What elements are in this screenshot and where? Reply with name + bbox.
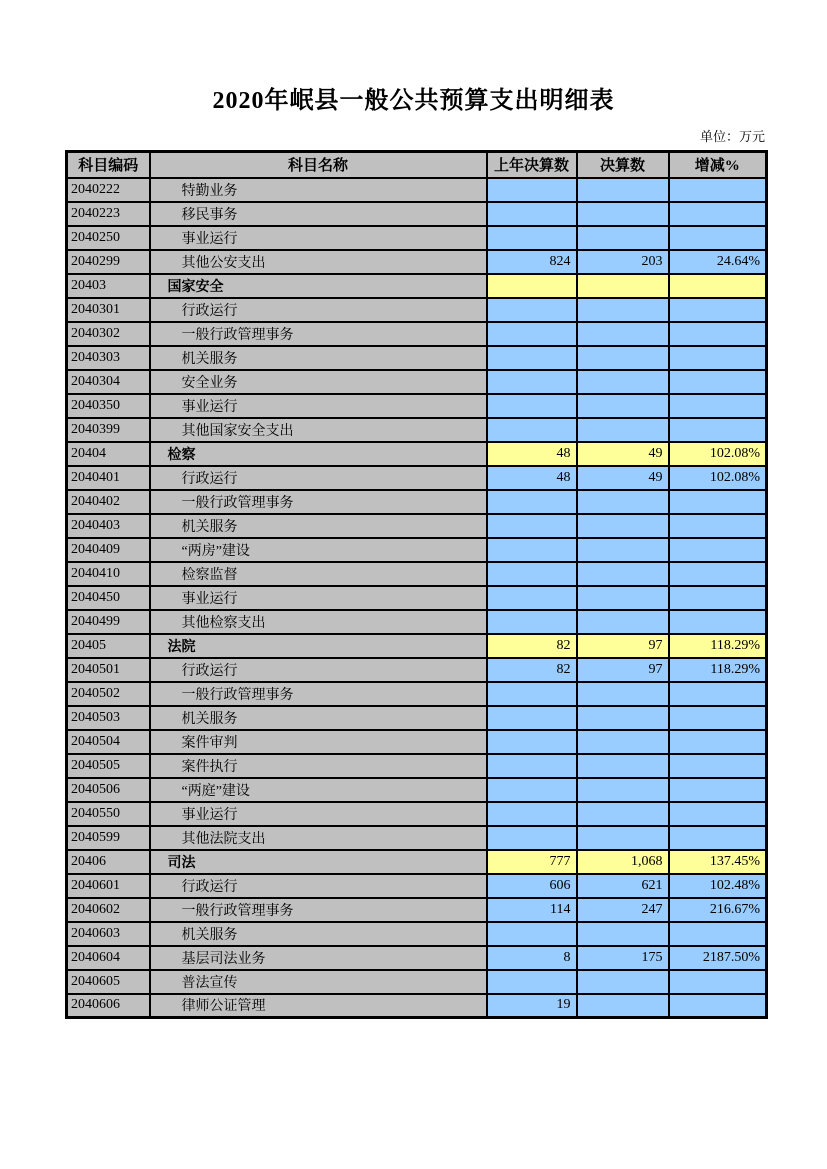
subject-name-cell: “两房”建设 bbox=[150, 538, 487, 562]
col-header-change-percent: 增减% bbox=[669, 152, 767, 178]
table-row bbox=[67, 658, 767, 682]
subject-code-cell: 2040503 bbox=[67, 706, 150, 730]
subject-name-cell: 机关服务 bbox=[150, 514, 487, 538]
col-header-prev-year-final: 上年决算数 bbox=[487, 152, 577, 178]
final-accounts-cell: 175 bbox=[577, 946, 669, 970]
subject-code-cell: 2040410 bbox=[67, 562, 150, 586]
subject-name-cell: 其他检察支出 bbox=[150, 610, 487, 634]
change-percent-cell bbox=[669, 514, 767, 538]
prev-year-final-cell: 82 bbox=[487, 634, 577, 658]
prev-year-final-cell bbox=[487, 778, 577, 802]
final-accounts-cell: 97 bbox=[577, 658, 669, 682]
final-accounts-cell bbox=[577, 706, 669, 730]
final-accounts-cell bbox=[577, 922, 669, 946]
prev-year-final-cell bbox=[487, 586, 577, 610]
table-row bbox=[67, 778, 767, 802]
subject-name-cell: 行政运行 bbox=[150, 874, 487, 898]
final-accounts-cell: 1,068 bbox=[577, 850, 669, 874]
prev-year-final-cell: 48 bbox=[487, 442, 577, 466]
change-percent-cell bbox=[669, 346, 767, 370]
subject-name-cell: 一般行政管理事务 bbox=[150, 682, 487, 706]
prev-year-final-cell bbox=[487, 730, 577, 754]
prev-year-final-cell bbox=[487, 922, 577, 946]
change-percent-cell bbox=[669, 826, 767, 850]
final-accounts-cell: 247 bbox=[577, 898, 669, 922]
unit-label: 单位：万元 bbox=[699, 129, 765, 144]
table-row bbox=[67, 970, 767, 994]
subject-code-cell: 2040502 bbox=[67, 682, 150, 706]
change-percent-cell bbox=[669, 418, 767, 442]
subject-code-cell: 2040399 bbox=[67, 418, 150, 442]
change-percent-cell bbox=[669, 970, 767, 994]
final-accounts-cell bbox=[577, 298, 669, 322]
subject-name-cell: 事业运行 bbox=[150, 586, 487, 610]
subject-name-cell: 法院 bbox=[150, 634, 487, 658]
table-row bbox=[67, 730, 767, 754]
subject-code-cell: 2040401 bbox=[67, 466, 150, 490]
table-row bbox=[67, 322, 767, 346]
change-percent-cell: 24.64% bbox=[669, 250, 767, 274]
final-accounts-cell bbox=[577, 394, 669, 418]
subject-name-cell: 其他国家安全支出 bbox=[150, 418, 487, 442]
subject-name-cell: 案件审判 bbox=[150, 730, 487, 754]
prev-year-final-cell bbox=[487, 706, 577, 730]
subject-code-cell: 2040602 bbox=[67, 898, 150, 922]
final-accounts-cell bbox=[577, 346, 669, 370]
final-accounts-cell bbox=[577, 730, 669, 754]
change-percent-cell bbox=[669, 994, 767, 1018]
table-row bbox=[67, 202, 767, 226]
subject-name-cell: 一般行政管理事务 bbox=[150, 898, 487, 922]
prev-year-final-cell bbox=[487, 202, 577, 226]
change-percent-cell bbox=[669, 538, 767, 562]
prev-year-final-cell bbox=[487, 418, 577, 442]
prev-year-final-cell bbox=[487, 274, 577, 298]
final-accounts-cell: 49 bbox=[577, 442, 669, 466]
table-row bbox=[67, 346, 767, 370]
change-percent-cell: 118.29% bbox=[669, 658, 767, 682]
table-row bbox=[67, 274, 767, 298]
prev-year-final-cell: 114 bbox=[487, 898, 577, 922]
subject-name-cell: 特勤业务 bbox=[150, 178, 487, 202]
change-percent-cell bbox=[669, 682, 767, 706]
prev-year-final-cell bbox=[487, 346, 577, 370]
subject-name-cell: 一般行政管理事务 bbox=[150, 322, 487, 346]
subject-code-cell: 2040403 bbox=[67, 514, 150, 538]
change-percent-cell: 102.08% bbox=[669, 466, 767, 490]
subject-name-cell: 行政运行 bbox=[150, 298, 487, 322]
subject-name-cell: 安全业务 bbox=[150, 370, 487, 394]
table-row bbox=[67, 538, 767, 562]
table-row bbox=[67, 610, 767, 634]
subject-name-cell: 普法宣传 bbox=[150, 970, 487, 994]
final-accounts-cell bbox=[577, 754, 669, 778]
subject-name-cell: 移民事务 bbox=[150, 202, 487, 226]
final-accounts-cell bbox=[577, 274, 669, 298]
subject-name-cell: 事业运行 bbox=[150, 802, 487, 826]
table-row bbox=[67, 250, 767, 274]
subject-code-cell: 2040299 bbox=[67, 250, 150, 274]
final-accounts-cell: 49 bbox=[577, 466, 669, 490]
subject-code-cell: 2040505 bbox=[67, 754, 150, 778]
table-row bbox=[67, 442, 767, 466]
final-accounts-cell bbox=[577, 802, 669, 826]
change-percent-cell bbox=[669, 178, 767, 202]
table-row bbox=[67, 634, 767, 658]
table-row bbox=[67, 946, 767, 970]
change-percent-cell: 102.08% bbox=[669, 442, 767, 466]
subject-code-cell: 2040499 bbox=[67, 610, 150, 634]
subject-name-cell: 国家安全 bbox=[150, 274, 487, 298]
change-percent-cell bbox=[669, 226, 767, 250]
prev-year-final-cell bbox=[487, 682, 577, 706]
final-accounts-cell bbox=[577, 538, 669, 562]
table-row bbox=[67, 394, 767, 418]
subject-name-cell: 事业运行 bbox=[150, 226, 487, 250]
final-accounts-cell: 97 bbox=[577, 634, 669, 658]
final-accounts-cell bbox=[577, 682, 669, 706]
subject-name-cell: 司法 bbox=[150, 850, 487, 874]
table-row bbox=[67, 802, 767, 826]
col-header-subject-code: 科目编码 bbox=[67, 152, 150, 178]
change-percent-cell bbox=[669, 706, 767, 730]
subject-code-cell: 2040603 bbox=[67, 922, 150, 946]
prev-year-final-cell bbox=[487, 370, 577, 394]
change-percent-cell: 102.48% bbox=[669, 874, 767, 898]
budget-table bbox=[65, 150, 768, 1019]
prev-year-final-cell bbox=[487, 538, 577, 562]
final-accounts-cell bbox=[577, 370, 669, 394]
final-accounts-cell: 621 bbox=[577, 874, 669, 898]
subject-code-cell: 20403 bbox=[67, 274, 150, 298]
final-accounts-cell bbox=[577, 202, 669, 226]
subject-name-cell: “两庭”建设 bbox=[150, 778, 487, 802]
change-percent-cell bbox=[669, 922, 767, 946]
prev-year-final-cell bbox=[487, 802, 577, 826]
table-row bbox=[67, 994, 767, 1018]
subject-code-cell: 2040222 bbox=[67, 178, 150, 202]
subject-name-cell: 案件执行 bbox=[150, 754, 487, 778]
prev-year-final-cell bbox=[487, 178, 577, 202]
final-accounts-cell bbox=[577, 562, 669, 586]
change-percent-cell: 137.45% bbox=[669, 850, 767, 874]
table-row bbox=[67, 226, 767, 250]
subject-code-cell: 2040304 bbox=[67, 370, 150, 394]
table-row bbox=[67, 418, 767, 442]
subject-code-cell: 2040450 bbox=[67, 586, 150, 610]
final-accounts-cell bbox=[577, 586, 669, 610]
subject-name-cell: 机关服务 bbox=[150, 922, 487, 946]
subject-name-cell: 行政运行 bbox=[150, 466, 487, 490]
change-percent-cell bbox=[669, 754, 767, 778]
final-accounts-cell bbox=[577, 826, 669, 850]
prev-year-final-cell bbox=[487, 298, 577, 322]
change-percent-cell bbox=[669, 802, 767, 826]
prev-year-final-cell: 19 bbox=[487, 994, 577, 1018]
prev-year-final-cell: 82 bbox=[487, 658, 577, 682]
final-accounts-cell bbox=[577, 970, 669, 994]
subject-code-cell: 2040223 bbox=[67, 202, 150, 226]
table-row bbox=[67, 466, 767, 490]
subject-code-cell: 2040550 bbox=[67, 802, 150, 826]
table-row bbox=[67, 706, 767, 730]
subject-code-cell: 2040350 bbox=[67, 394, 150, 418]
final-accounts-cell bbox=[577, 490, 669, 514]
final-accounts-cell bbox=[577, 226, 669, 250]
table-row bbox=[67, 562, 767, 586]
subject-code-cell: 2040606 bbox=[67, 994, 150, 1018]
change-percent-cell bbox=[669, 370, 767, 394]
subject-name-cell: 检察 bbox=[150, 442, 487, 466]
prev-year-final-cell bbox=[487, 514, 577, 538]
prev-year-final-cell: 824 bbox=[487, 250, 577, 274]
prev-year-final-cell bbox=[487, 754, 577, 778]
prev-year-final-cell bbox=[487, 322, 577, 346]
table-header-row bbox=[67, 152, 767, 178]
change-percent-cell bbox=[669, 610, 767, 634]
subject-code-cell: 2040504 bbox=[67, 730, 150, 754]
page-title: 2020年岷县一般公共预算支出明细表 bbox=[212, 88, 615, 114]
subject-code-cell: 2040250 bbox=[67, 226, 150, 250]
subject-name-cell: 检察监督 bbox=[150, 562, 487, 586]
final-accounts-cell bbox=[577, 178, 669, 202]
subject-code-cell: 2040501 bbox=[67, 658, 150, 682]
subject-code-cell: 2040601 bbox=[67, 874, 150, 898]
table-row bbox=[67, 898, 767, 922]
subject-name-cell: 机关服务 bbox=[150, 346, 487, 370]
prev-year-final-cell bbox=[487, 826, 577, 850]
change-percent-cell: 118.29% bbox=[669, 634, 767, 658]
change-percent-cell: 216.67% bbox=[669, 898, 767, 922]
prev-year-final-cell bbox=[487, 970, 577, 994]
subject-code-cell: 2040605 bbox=[67, 970, 150, 994]
change-percent-cell bbox=[669, 202, 767, 226]
subject-code-cell: 20404 bbox=[67, 442, 150, 466]
table-row bbox=[67, 826, 767, 850]
final-accounts-cell bbox=[577, 514, 669, 538]
prev-year-final-cell bbox=[487, 226, 577, 250]
subject-name-cell: 行政运行 bbox=[150, 658, 487, 682]
prev-year-final-cell bbox=[487, 394, 577, 418]
final-accounts-cell bbox=[577, 994, 669, 1018]
final-accounts-cell bbox=[577, 418, 669, 442]
subject-code-cell: 2040402 bbox=[67, 490, 150, 514]
subject-name-cell: 其他公安支出 bbox=[150, 250, 487, 274]
change-percent-cell bbox=[669, 586, 767, 610]
change-percent-cell bbox=[669, 298, 767, 322]
change-percent-cell bbox=[669, 778, 767, 802]
col-header-subject-name: 科目名称 bbox=[150, 152, 487, 178]
subject-code-cell: 20405 bbox=[67, 634, 150, 658]
final-accounts-cell bbox=[577, 778, 669, 802]
prev-year-final-cell bbox=[487, 490, 577, 514]
change-percent-cell bbox=[669, 274, 767, 298]
table-row bbox=[67, 754, 767, 778]
subject-code-cell: 2040301 bbox=[67, 298, 150, 322]
table-row bbox=[67, 682, 767, 706]
final-accounts-cell bbox=[577, 610, 669, 634]
table-row bbox=[67, 586, 767, 610]
subject-code-cell: 2040604 bbox=[67, 946, 150, 970]
final-accounts-cell: 203 bbox=[577, 250, 669, 274]
change-percent-cell bbox=[669, 730, 767, 754]
subject-code-cell: 2040409 bbox=[67, 538, 150, 562]
table-row bbox=[67, 178, 767, 202]
change-percent-cell: 2187.50% bbox=[669, 946, 767, 970]
subject-name-cell: 一般行政管理事务 bbox=[150, 490, 487, 514]
subject-name-cell: 律师公证管理 bbox=[150, 994, 487, 1018]
change-percent-cell bbox=[669, 394, 767, 418]
prev-year-final-cell bbox=[487, 610, 577, 634]
table-row bbox=[67, 922, 767, 946]
table-row bbox=[67, 514, 767, 538]
table-row bbox=[67, 874, 767, 898]
subject-name-cell: 其他法院支出 bbox=[150, 826, 487, 850]
table-row bbox=[67, 370, 767, 394]
prev-year-final-cell: 606 bbox=[487, 874, 577, 898]
change-percent-cell bbox=[669, 322, 767, 346]
subject-code-cell: 2040303 bbox=[67, 346, 150, 370]
subject-code-cell: 2040599 bbox=[67, 826, 150, 850]
subject-name-cell: 基层司法业务 bbox=[150, 946, 487, 970]
subject-name-cell: 事业运行 bbox=[150, 394, 487, 418]
table-row bbox=[67, 298, 767, 322]
table-row bbox=[67, 850, 767, 874]
table-row bbox=[67, 490, 767, 514]
prev-year-final-cell bbox=[487, 562, 577, 586]
change-percent-cell bbox=[669, 562, 767, 586]
subject-name-cell: 机关服务 bbox=[150, 706, 487, 730]
change-percent-cell bbox=[669, 490, 767, 514]
col-header-final-accounts: 决算数 bbox=[577, 152, 669, 178]
prev-year-final-cell: 48 bbox=[487, 466, 577, 490]
prev-year-final-cell: 8 bbox=[487, 946, 577, 970]
subject-code-cell: 20406 bbox=[67, 850, 150, 874]
subject-code-cell: 2040506 bbox=[67, 778, 150, 802]
prev-year-final-cell: 777 bbox=[487, 850, 577, 874]
final-accounts-cell bbox=[577, 322, 669, 346]
subject-code-cell: 2040302 bbox=[67, 322, 150, 346]
